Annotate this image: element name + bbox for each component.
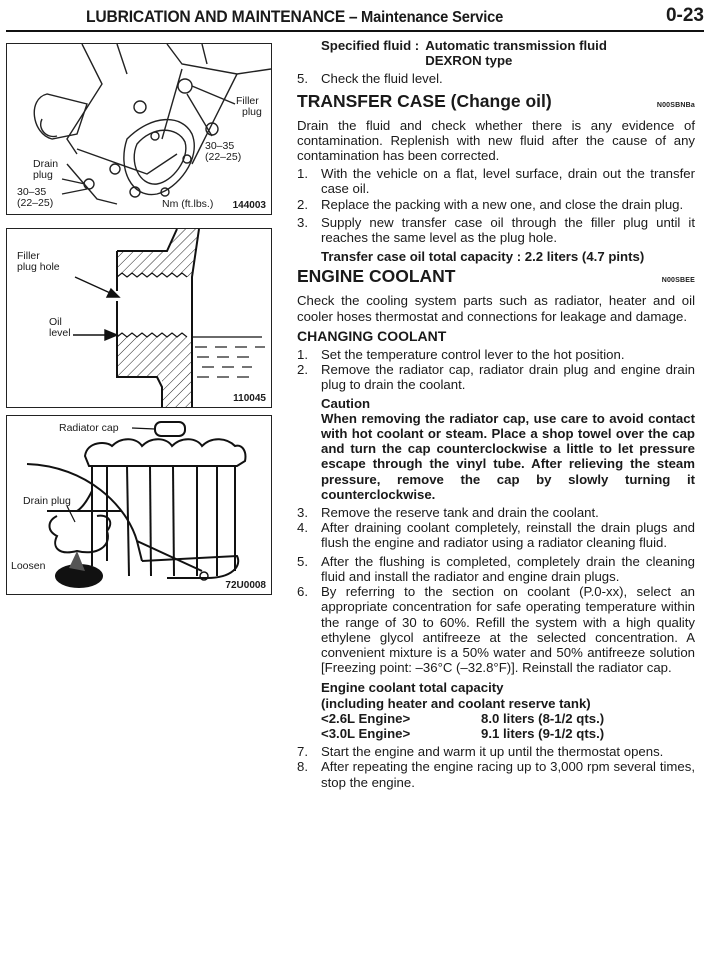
label-line: plug <box>33 169 53 181</box>
page-number: 0-23 <box>665 5 704 26</box>
caution-box <box>297 396 695 502</box>
list-item <box>297 215 695 245</box>
label-line: Filler <box>236 95 259 107</box>
section-heading-engine-coolant <box>297 266 695 291</box>
step-text: Remove the radiator cap, radiator drain plug and engine drain plug to drain the coolant. <box>321 362 695 393</box>
spec-value <box>425 38 607 68</box>
label-oil-level <box>49 317 71 339</box>
label-units: Nm (ft.lbs.) <box>162 198 214 210</box>
label-filler-plug <box>236 96 262 118</box>
capacity-title-line1: Engine coolant total capacity <box>321 680 504 696</box>
label-line: (22–25) <box>205 151 242 163</box>
specified-fluid <box>297 38 695 68</box>
caution-text: When removing the radiator cap, use care to avoid contact with hot coolant or steam. Place a shop towel over the cap and turn the cap counterclockwise a little to let pressure escape through the vinyl tube. After relieving the steam pressure, remove the cap by slowly turning it counterclockwise. <box>321 410 695 502</box>
section-code: N00SBEE <box>661 277 695 285</box>
figure-id: 72U0008 <box>225 580 266 591</box>
capacity-row <box>321 711 695 726</box>
list-item <box>297 347 695 362</box>
heading-text: TRANSFER CASE (Change oil) <box>297 90 552 111</box>
spec-value-line1: Automatic transmission fluid <box>425 38 607 53</box>
engine-coolant-intro: Check the cooling system parts such as radiator, heater and oil cooler hoses thermostat and connections for leakage and damage. <box>297 293 695 324</box>
label-torque-drain <box>17 187 53 209</box>
label-line: plug <box>242 106 262 118</box>
step-number: 5. <box>297 71 308 87</box>
list-item <box>297 166 695 196</box>
capacity-title-line2: (including heater and coolant reserve tank) <box>321 695 591 711</box>
transfer-case-capacity: Transfer case oil total capacity : 2.2 liters (4.7 pints) <box>321 249 645 265</box>
header-separator: – <box>348 7 358 26</box>
step-text: Supply new transfer case oil through the filler plug until it reaches the same level as the plug hole. <box>321 214 695 246</box>
step-text: Check the fluid level. <box>321 71 443 87</box>
label-line: 30–35 <box>17 186 47 198</box>
capacity-value: 9.1 liters (9-1/2 qts.) <box>481 725 605 741</box>
figure-id: 144003 <box>232 200 266 211</box>
step-number: 3. <box>297 214 308 230</box>
figure-id: 110045 <box>233 393 266 404</box>
step-text: After draining coolant completely, reinstall the drain plugs and flush the engine and radiator using a radiator cleaning fluid. <box>321 520 695 551</box>
list-item <box>297 362 695 392</box>
list-item <box>297 197 695 212</box>
figure-oil-level <box>6 228 272 408</box>
label-line: 30–35 <box>205 140 235 152</box>
list-item <box>297 554 695 584</box>
label-radiator-cap: Radiator cap <box>59 422 119 434</box>
step-number: 6. <box>297 584 308 600</box>
list-item <box>297 505 695 520</box>
coolant-capacity <box>297 680 695 741</box>
step-number: 4. <box>297 520 308 536</box>
capacity-row <box>321 726 695 741</box>
list-item <box>297 584 695 675</box>
transfer-case-steps <box>297 166 695 245</box>
step-number: 8. <box>297 759 308 775</box>
label-line: plug hole <box>17 261 60 273</box>
heading-text: ENGINE COOLANT <box>297 266 456 287</box>
spec-value-line2: DEXRON type <box>425 53 513 69</box>
header-section-title: LUBRICATION AND MAINTENANCE <box>86 7 346 26</box>
label-line: level <box>49 327 71 339</box>
step-text: With the vehicle on a flat, level surface, drain out the transfer case oil. <box>321 166 695 197</box>
capacity-engine: <3.0L Engine> <box>321 725 411 741</box>
label-line: Oil <box>49 316 62 328</box>
step-number: 2. <box>297 196 308 212</box>
label-filler-plug-hole <box>17 251 60 273</box>
step-text: After repeating the engine racing up to 3,000 rpm several times, stop the engine. <box>321 759 695 790</box>
section-heading-transfer-case <box>297 91 695 116</box>
step-number: 7. <box>297 744 308 760</box>
label-drain-plug <box>33 159 58 181</box>
spec-key: Specified fluid : <box>321 38 420 53</box>
step-text: After the flushing is completed, completely drain the cleaning fluid and install the radiator and engine drain plugs. <box>321 553 695 584</box>
subheading-changing-coolant: CHANGING COOLANT <box>297 327 447 344</box>
step-text: Start the engine and warm it up until the thermostat opens. <box>321 744 664 760</box>
label-line: Drain <box>33 158 59 170</box>
header-title <box>86 7 503 27</box>
step-text: By referring to the section on coolant (P.0-xx), select an appropriate concentration for safe operating temperature within the range of 30 to 60%. Refill the system with a high quality ethylene glycol antifreeze at the selected concentration. A convenient mixture is a 50% water and 50% antifreeze solution [Freezing point: –36°C (–32.8°F)]. Reinstall the radiator cap. <box>321 584 695 676</box>
step-number: 1. <box>297 166 308 182</box>
page-header <box>6 4 704 32</box>
list-item <box>297 759 695 789</box>
text-column <box>297 38 695 790</box>
list-item <box>297 520 695 550</box>
header-subtitle: Maintenance Service <box>361 9 504 26</box>
capacity-value: 8.0 liters (8-1/2 qts.) <box>481 710 605 726</box>
label-torque-filler <box>205 141 241 163</box>
figure-transfer-case <box>6 43 272 215</box>
step-text: Remove the reserve tank and drain the coolant. <box>321 505 599 521</box>
step-number: 3. <box>297 505 308 521</box>
step-text: Set the temperature control lever to the hot position. <box>321 347 625 363</box>
label-drain-plug: Drain plug <box>23 495 71 507</box>
step-number: 1. <box>297 347 308 363</box>
label-line: Filler <box>17 250 40 262</box>
step-check-fluid <box>297 71 695 86</box>
step-number: 5. <box>297 553 308 569</box>
list-item <box>297 744 695 759</box>
caution-title: Caution <box>321 395 371 411</box>
transfer-case-intro: Drain the fluid and check whether there is any evidence of contamination. Replenish with new fluid after the cause of any contamination has been corrected. <box>297 117 695 164</box>
step-text: Replace the packing with a new one, and close the drain plug. <box>321 196 684 212</box>
label-line: (22–25) <box>17 197 54 209</box>
capacity-engine: <2.6L Engine> <box>321 710 411 726</box>
section-code: N00SBNBa <box>656 101 695 109</box>
coolant-steps <box>297 347 695 790</box>
label-loosen: Loosen <box>11 560 46 572</box>
figure-radiator <box>6 415 272 595</box>
step-number: 2. <box>297 362 308 378</box>
